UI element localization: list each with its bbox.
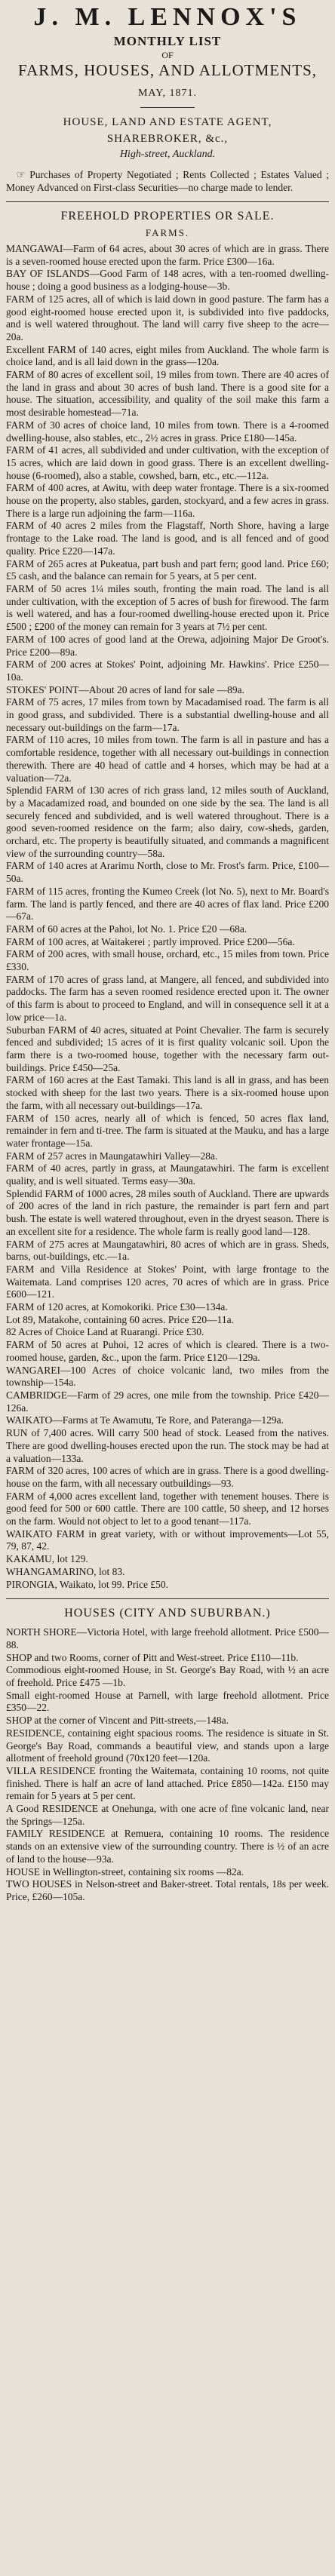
listing-item: NORTH SHORE—Victoria Hotel, with large freehold allotment. Price £500—88. <box>6 1626 329 1650</box>
listing-item: FARM of 400 acres, at Awitu, with deep water frontage. There is a six-roomed house on the property, also stables, garden, stockyard, and a few acres in grass. There is a large run adjoining the farm—116a. <box>6 482 329 519</box>
listing-item: FARM of 120 acres, at Komokoriki. Price £30—134a. <box>6 1301 228 1313</box>
divider <box>6 201 329 202</box>
listing-item: Suburban FARM of 40 acres, situated at Point Chevalier. The farm is securely fenced and subdivided; 15 acres of it is first quality volcanic soil. Upon the farm there is a two-roomed house, together with the necessary farm out-buildings. Price £450—25a. <box>6 1024 329 1073</box>
listing-item: BAY OF ISLANDS—Good Farm of 148 acres, with a ten-roomed dwelling-house ; doing a good business as a lodging-house—3b. <box>6 268 329 293</box>
listing-item: FARM of 50 acres at Puhoi, 12 acres of which is cleared. There is a two-roomed house, garden, &c., upon the farm. Price £120—129a. <box>6 1339 329 1363</box>
list-title: FARMS, HOUSES, AND ALLOTMENTS, <box>18 61 317 79</box>
listing-item: RESIDENCE, containing eight spacious rooms. The residence is situate in St. George's Bay Road, commands a beautiful view, and stands upon a large allotment of freehold ground (70x120 feet—120a. <box>6 1727 329 1764</box>
listing-item: FARM of 4,000 acres excellent land, together with tenement houses. There is good feed for 500 or 600 cattle. There are 100 cattle, 50 sheep, and 12 horses on the farm. Would not object to let to a good tenant—117a. <box>6 1490 329 1527</box>
agent-name: J. M. LENNOX'S <box>33 3 302 31</box>
listing-item: FARM of 41 acres, all subdivided and under cultivation, with the exception of 15 acres, which are laid down in good grass. There is an excellent dwelling-house (6-roomed), also a stable, cowshed, barn, etc., etc.—112a. <box>6 444 329 481</box>
listing-item: WAIKATO FARM in great variety, with or without improvements—Lot 55, 79, 87, 42. <box>6 1527 329 1552</box>
listing-item: HOUSE in Wellington-street, containing six rooms —82a. <box>6 1865 244 1878</box>
listing-item: Lot 89, Matakohe, containing 60 acres. Price £20—11a. <box>6 1313 235 1325</box>
listing-item: FARM of 75 acres, 17 miles from town by Macadamised road. The farm is all in good grass, and subdivided. There is a substantial dwelling-house and all necessary out-buildings on the farm—17a. <box>6 696 329 733</box>
listing-item: WANGAREI—100 Acres of choice volcanic land, two miles from the township—154a. <box>6 1364 329 1389</box>
houses-section <box>6 1605 329 1903</box>
farm-listings <box>6 243 329 1591</box>
listing-item: FARM of 257 acres in Maungatawhiri Valley—28a. <box>6 1150 218 1162</box>
listing-item: FARM of 40 acres 2 miles from the Flagstaff, North Shore, having a large frontage to the Lake road. The land is good, and is all fenced and of good quality. Price £220—147a. <box>6 520 329 557</box>
list-of: OF <box>161 50 174 60</box>
section-subheading: FARMS. <box>145 227 190 238</box>
listing-item: CAMBRIDGE—Farm of 29 acres, one mile from the township. Price £420—126a. <box>6 1389 329 1414</box>
listing-item: Commodious eight-roomed House, in St. George's Bay Road, with ½ an acre of freehold. Price £475 —1b. <box>6 1664 329 1689</box>
agent-address: High-street, Auckland. <box>119 149 216 160</box>
listing-item: MANGAWAI—Farm of 64 acres, about 30 acres of which are in grass. There is a seven-roomed house erected upon the farm. Price £300—16a. <box>6 243 329 267</box>
listing-item: FARM of 275 acres at Maungatawhiri, 80 acres of which are in grass. Sheds, barns, out-buildings, etc.—1a. <box>6 1238 329 1263</box>
listing-item: FARM of 160 acres at the East Tamaki. This land is all in grass, and has been stocked with sheep for the last two years. There is a six-roomed house upon the farm, with all necessary out-buildings—17a. <box>6 1074 329 1111</box>
freehold-section <box>6 208 329 1591</box>
list-subtitle: MONTHLY LIST <box>113 34 222 48</box>
listing-item: FARM of 200 acres at Stokes' Point, adjoining Mr. Hawkins'. Price £250—10a. <box>6 659 329 683</box>
listing-item: FARM and Villa Residence at Stokes' Point, with large frontage to the Waitemata. Land comprises 120 acres, 70 acres of which are in grass. Price £600—121. <box>6 1263 329 1300</box>
listing-item: STOKES' POINT—About 20 acres of land for sale —89a. <box>6 683 245 695</box>
house-listings <box>6 1626 329 1903</box>
section-heading: HOUSES (CITY AND SUBURBAN.) <box>64 1607 271 1620</box>
listing-item: WAIKATO—Farms at Te Awamutu, Te Rore, and Pateranga—129a. <box>6 1414 284 1426</box>
agent-role: HOUSE, LAND AND ESTATE AGENT, <box>63 116 272 128</box>
listing-item: Splendid FARM of 130 acres of rich grass land, 12 miles south of Auckland, by a Macadamized road, and bounded on one side by the sea. The land is all securely fenced and subdivided, and is well watered throughout. There is a good seven-roomed residence on the farm; also dairy, cow-sheds, garden, orchard, etc. The property is beautifully situated, and commands a magnificent view of the surrounding country—58a. <box>6 784 329 859</box>
divider <box>6 1598 329 1599</box>
listing-item: FARM of 50 acres 1¼ miles south, fronting the main road. The land is all under cultivation, with the exception of 5 acres of bush for firewood. The farm is well watered, and has a four-roomed dwelling-house erected upon it. Price £500 ; £200 of the money can remain for 3 years at 7½ per cent. <box>6 582 329 633</box>
listing-item: FARM of 115 acres, fronting the Kumeo Creek (lot No. 5), next to Mr. Board's farm. The land is partly fenced, and there are 40 acres of flax land. Price £200—67a. <box>6 885 329 923</box>
agent-role-2: SHAREBROKER, &c., <box>106 133 229 145</box>
listing-item: KAKAMU, lot 129. <box>6 1553 88 1565</box>
listing-item: 82 Acres of Choice Land at Ruarangi. Price £30. <box>6 1326 204 1338</box>
listing-item: Excellent FARM of 140 acres, eight miles from Auckland. The whole farm is choice land, and is all laid down in the grass—120a. <box>6 343 329 368</box>
listing-item: FARM of 30 acres of choice land, 10 miles from town. There is a 4-roomed dwelling-house, also stables, etc., 2½ acres in grass. Price £180—145a. <box>6 419 329 444</box>
listing-item: FAMILY RESIDENCE at Remuera, containing 10 rooms. The residence stands on an extensive view of the surrounding country. There is ½ of an acre of land to the house—93a. <box>6 1828 329 1865</box>
listing-item: FARM of 140 acres at Ararimu North, close to Mr. Frost's farm. Price, £100—50a. <box>6 860 329 885</box>
listing-item: Splendid FARM of 1000 acres, 28 miles south of Auckland. There are upwards of 200 acres of the land in rich pasture, the remainder is part fern and part bush. The estate is well watered throughout, even in the dryest season. There is an excellent site for a residence. The whole farm is really good land—128. <box>6 1187 329 1237</box>
listing-item: FARM of 100 acres, at Waitakerei ; partly improved. Price £200—56a. <box>6 935 295 947</box>
listing-item: FARM of 150 acres, nearly all of which is fenced, 50 acres flax land, remainder in fern and ti-tree. The farm is situated at the Mauku, and has a large water frontage—15a. <box>6 1112 329 1149</box>
listing-item: FARM of 320 acres, 100 acres of which are in grass. There is a good dwelling-house on the farm, with all necessary outbuildings—93. <box>6 1465 329 1489</box>
divider <box>140 107 195 108</box>
listing-item: FARM of 170 acres of grass land, at Mangere, all fenced, and subdivided into paddocks. The farm has a seven roomed residence erected upon it. The owner of this farm is about to proceed to England, and will in consequence sell it at a low price—1a. <box>6 973 329 1023</box>
agent-block <box>6 114 329 162</box>
listing-item: A Good RESIDENCE at Onehunga, with one acre of fine volcanic land, near the Springs—125a. <box>6 1803 329 1827</box>
listing-item: PIRONGIA, Waikato, lot 99. Price £50. <box>6 1578 169 1590</box>
listing-item: WHANGAMARINO, lot 83. <box>6 1565 125 1577</box>
listing-item: RUN of 7,400 acres. Will carry 500 head of stock. Leased from the natives. There are good dwelling-houses erected upon the run. The stock may be had at a valuation—133a. <box>6 1427 329 1464</box>
listing-item: VILLA RESIDENCE fronting the Waitemata, containing 10 rooms, not quite finished. There is half an acre of land attached. Price £850—142a. £150 may remain for 5 years at 5 per cent. <box>6 1764 329 1802</box>
listing-item: FARM of 60 acres at the Pahoi, lot No. 1. Price £20 —68a. <box>6 923 247 935</box>
listing-item: FARM of 125 acres, all of which is laid down in good pasture. The farm has a good eight-roomed house erected upon it, is subdivided into five paddocks, and is well watered throughout. The land will carry five sheep to the acre—20a. <box>6 293 329 342</box>
listing-item: FARM of 110 acres, 10 miles from town. The farm is all in pasture and has a comfortable residence, together with all necessary out-buildings in connection therewith. There are 40 head of cattle and 4 horses, which may be had at a valuation—72a. <box>6 734 329 784</box>
listing-item: FARM of 40 acres, partly in grass, at Maungatawhiri. The farm is excellent quality, and is well situated. Terms easy—30a. <box>6 1162 329 1187</box>
listing-item: TWO HOUSES in Nelson-street and Baker-street. Total rentals, 18s per week. Price, £260—105a. <box>6 1878 329 1902</box>
services-notice: ☞ Purchases of Property Negotiated ; Rents Collected ; Estates Valued ; Money Advanced on First-class Securities—no charge made to lender. <box>6 169 329 193</box>
section-heading: FREEHOLD PROPERTIES OR SALE. <box>60 210 275 223</box>
listing-item: SHOP at the corner of Vincent and Pitt-streets,—148a. <box>6 1715 229 1727</box>
issue-date: MAY, 1871. <box>137 88 198 99</box>
listing-item: FARM of 200 acres, with small house, orchard, etc., 15 miles from town. Price £330. <box>6 948 329 973</box>
masthead <box>6 3 329 101</box>
listing-item: SHOP and two Rooms, corner of Pitt and West-street. Price £110—11b. <box>6 1651 299 1663</box>
listing-item: FARM of 80 acres of excellent soil, 19 miles from town. There are 40 acres of the land in grass and about 30 acres of bush land. There is a good site for a house. The situation, accessibility, and quality of the soil make this farm a most desirable homestead—71a. <box>6 369 329 419</box>
listing-item: FARM of 265 acres at Pukeatua, part bush and part fern; good land. Price £60; £5 cash, and the balance can remain for 5 years, at 5 per cent. <box>6 557 329 582</box>
listing-item: FARM of 100 acres of good land at the Orewa, adjoining Major De Groot's. Price £200—89a. <box>6 633 329 658</box>
listing-item: Small eight-roomed House at Parnell, with large freehold allotment. Price £350—22. <box>6 1689 329 1714</box>
